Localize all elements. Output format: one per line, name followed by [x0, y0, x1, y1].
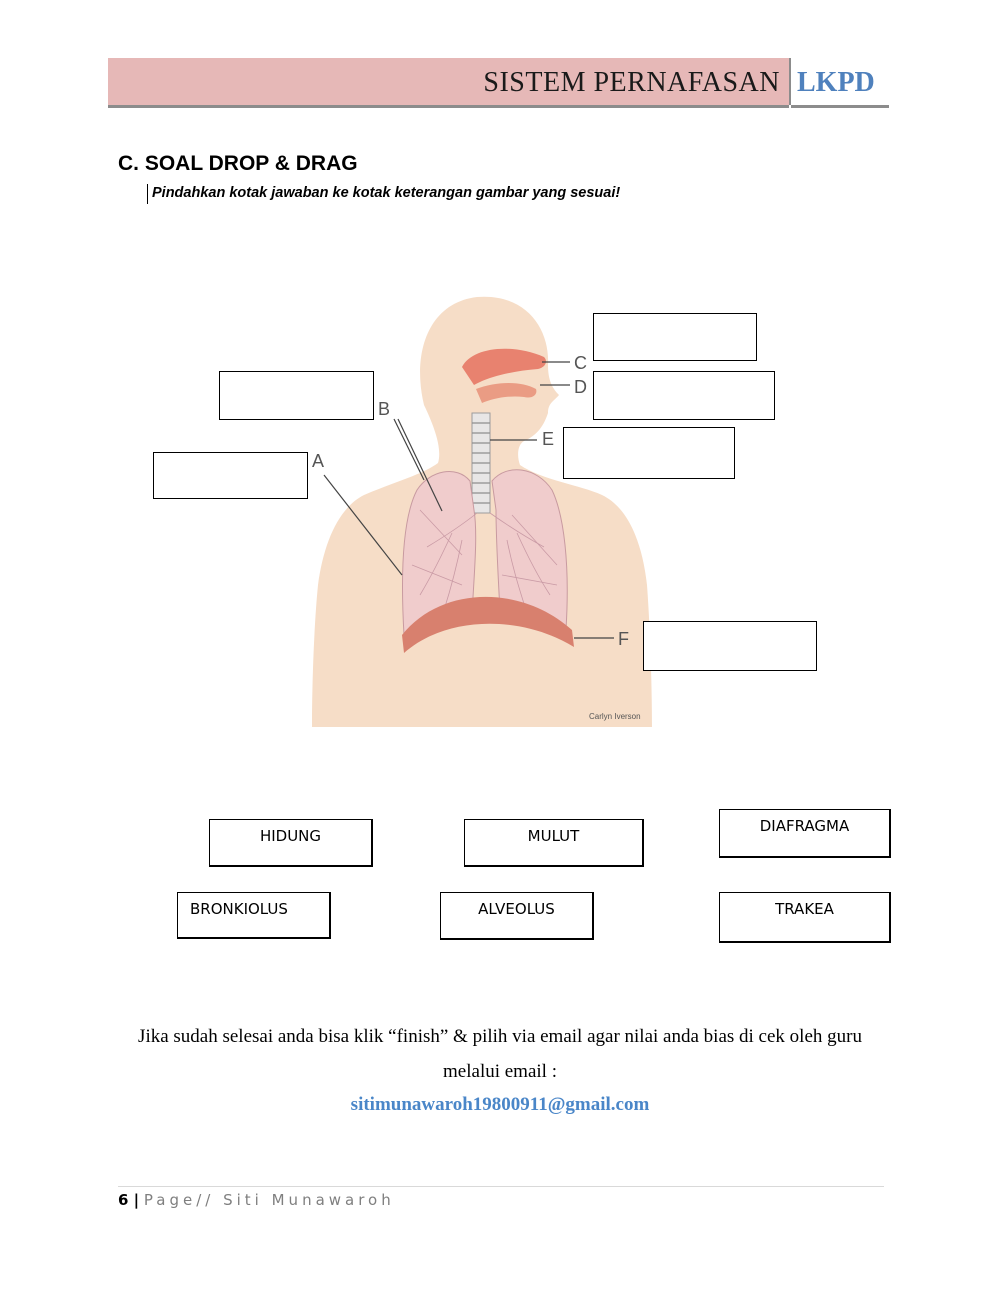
answer-hidung[interactable]: HIDUNG [209, 819, 373, 867]
label-d: D [574, 377, 587, 397]
label-a: A [312, 451, 325, 471]
label-c: C [574, 353, 587, 373]
header-tag: LKPD [797, 67, 875, 98]
answer-trakea[interactable]: TRAKEA [719, 892, 891, 943]
instruction-text: Pindahkan kotak jawaban ke kotak keterangan gambar yang sesuai! [152, 185, 621, 201]
footer-divider [118, 1186, 884, 1187]
drop-box-d[interactable] [593, 371, 775, 420]
page-title: SISTEM PERNAFASAN [483, 67, 780, 98]
page-number: 6 | [118, 1191, 140, 1209]
instruction-marker [147, 184, 148, 204]
answer-bronkiolus[interactable]: BRONKIOLUS [177, 892, 331, 939]
email-prompt: melalui email : [443, 1061, 557, 1082]
footer-author: Page// Siti Munawaroh [143, 1191, 395, 1209]
teacher-email[interactable]: sitimunawaroh19800911@gmail.com [350, 1094, 650, 1115]
label-f: F [618, 629, 629, 649]
drop-box-f[interactable] [643, 621, 817, 671]
drop-box-a[interactable] [153, 452, 308, 499]
answer-mulut[interactable]: MULUT [464, 819, 644, 867]
image-credit: Carlyn Iverson [589, 712, 641, 721]
drop-box-b[interactable] [219, 371, 374, 420]
drop-box-e[interactable] [563, 427, 735, 479]
page-footer [118, 1191, 395, 1209]
finish-instruction: Jika sudah selesai anda bisa klik “finish” & pilih via email agar nilai anda bias di cek oleh guru [138, 1026, 862, 1047]
drop-box-c[interactable] [593, 313, 757, 361]
label-b: B [378, 399, 391, 419]
section-title: C. SOAL DROP & DRAG [118, 152, 358, 175]
answer-diafragma[interactable]: DIAFRAGMA [719, 809, 891, 858]
answer-alveolus[interactable]: ALVEOLUS [440, 892, 594, 940]
label-e: E [542, 429, 555, 449]
